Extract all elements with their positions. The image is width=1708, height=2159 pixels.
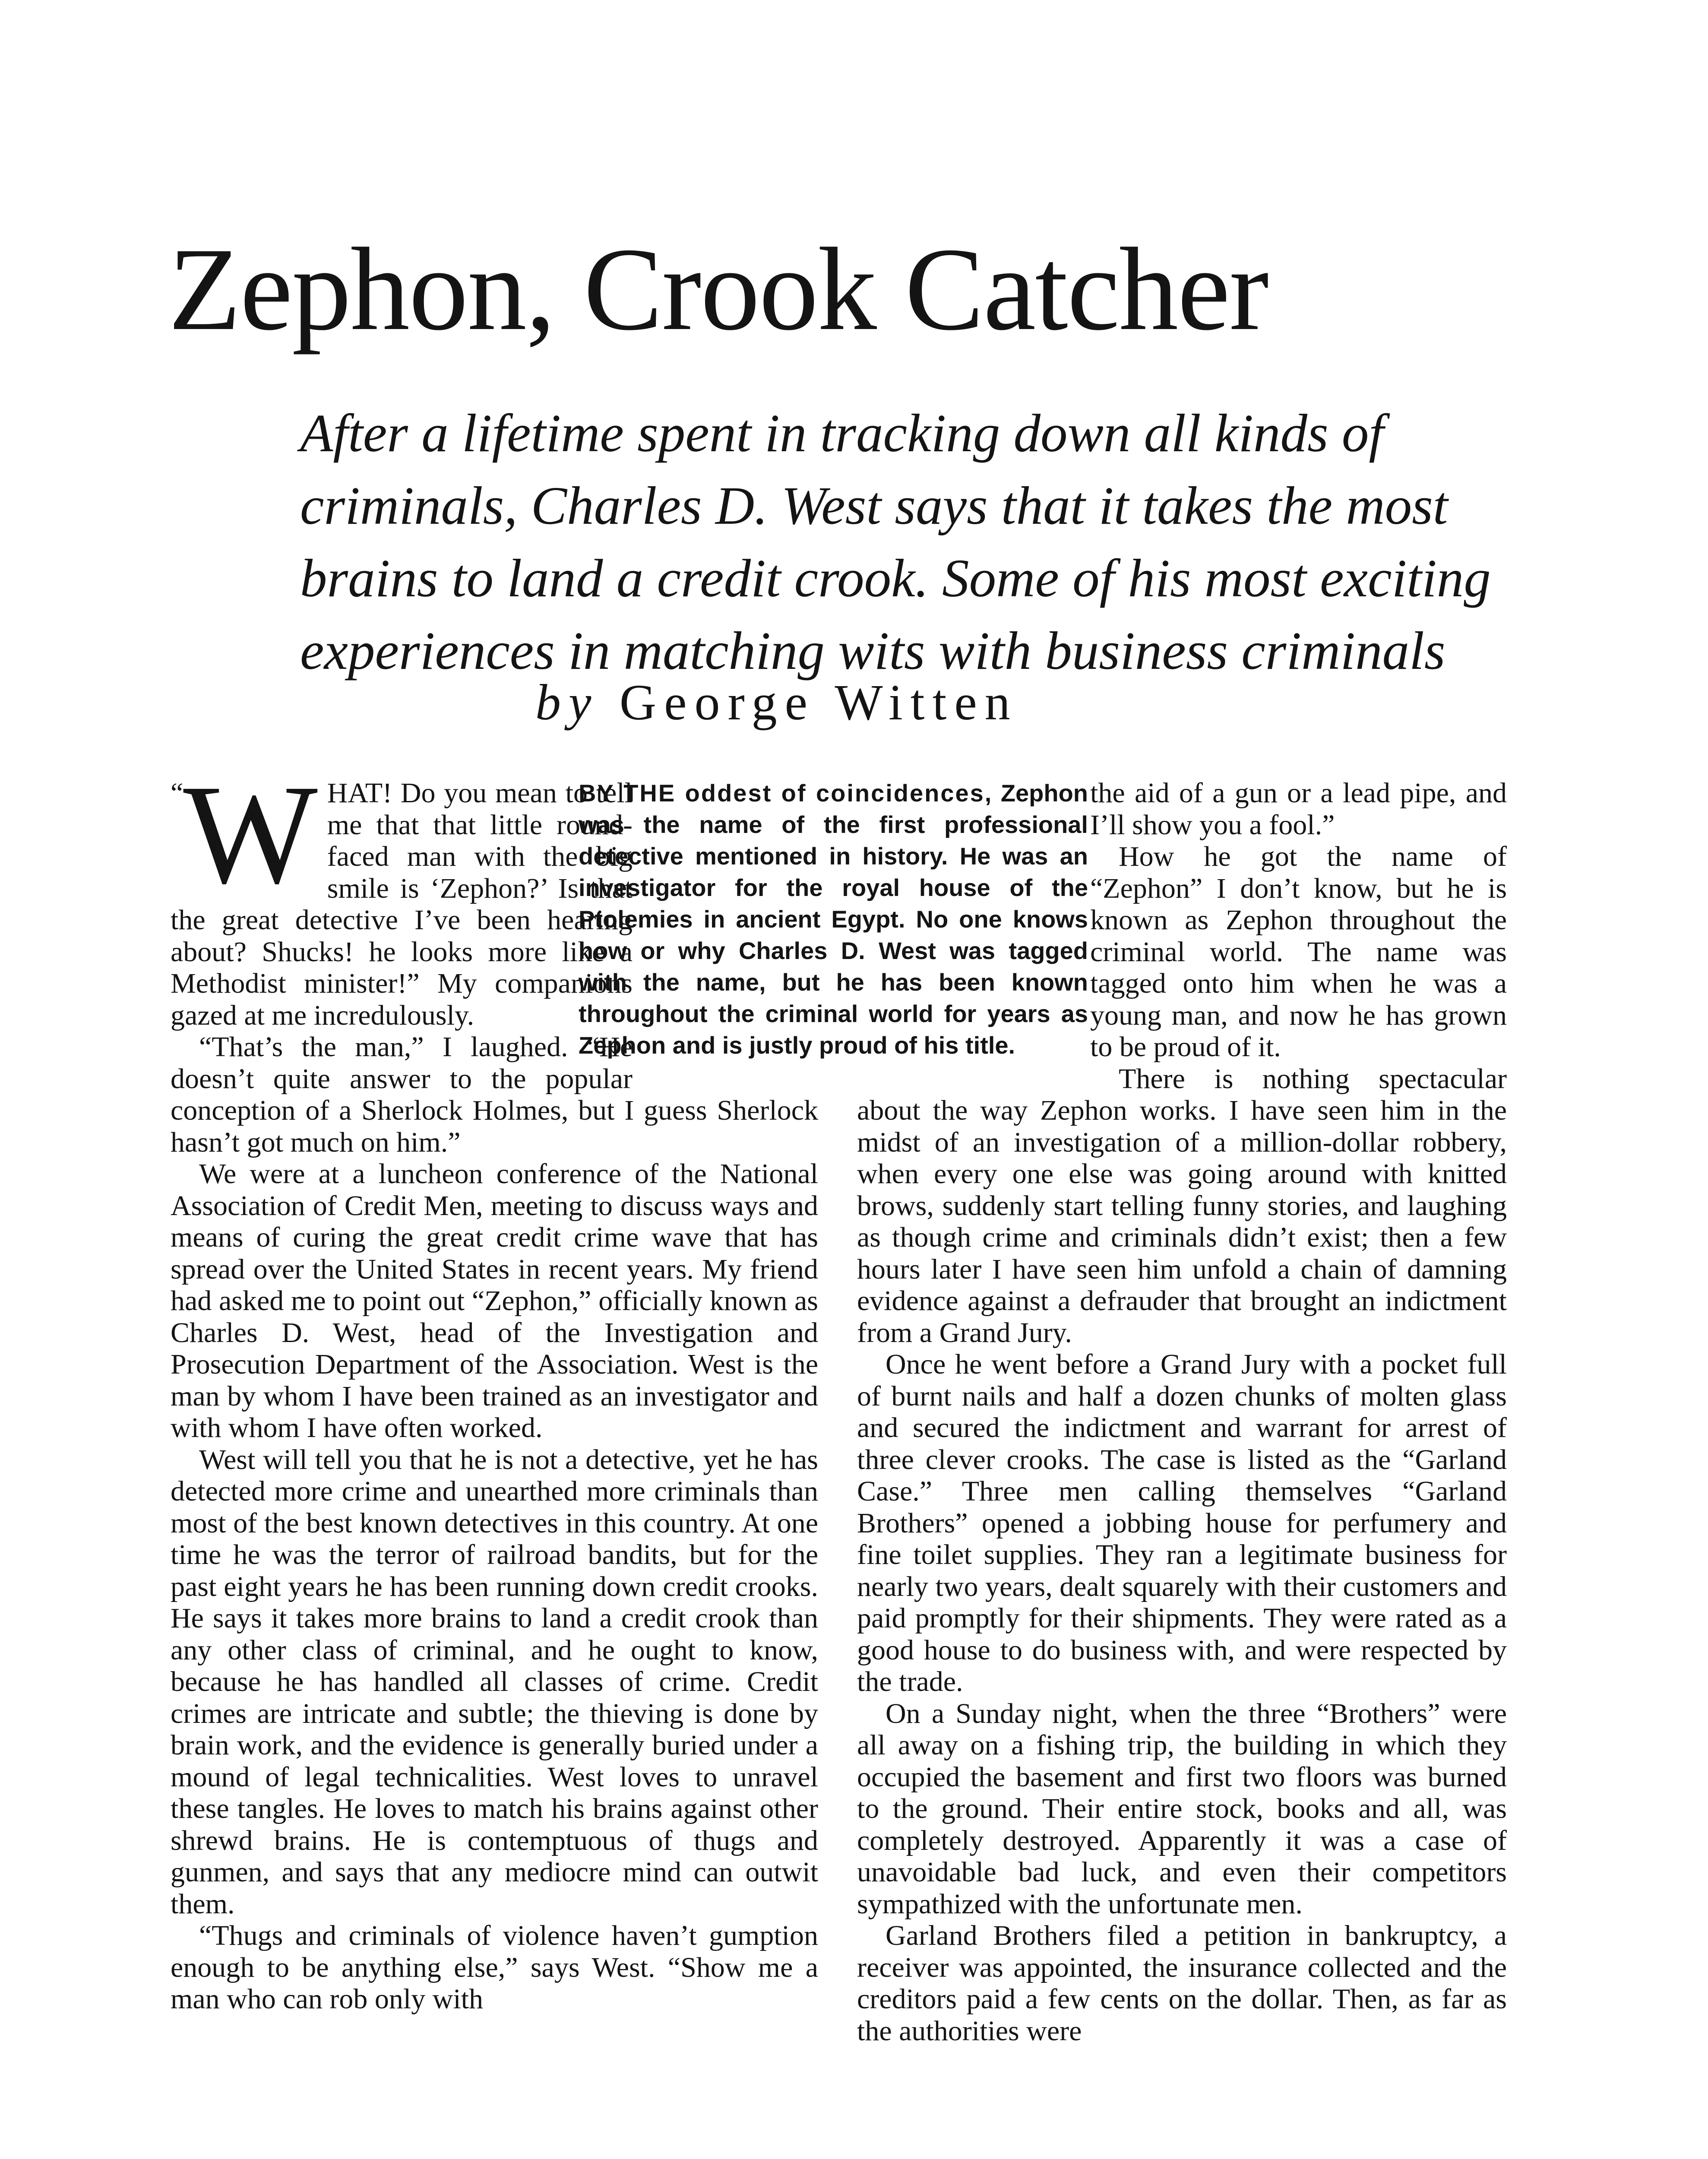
body-paragraph: We were at a luncheon conference of the National Association of Credit Men, meeting to discuss ways and means of curing the great credit crime wave that has spread over the United States in recent years. My friend had asked me to point out “Zephon,” officially known as Charles D. West, head of the Investigation and Prosecution Department of the Association. West is the man by whom I have been trained as an investigator and with whom I have often worked.: [171, 1158, 818, 1444]
article-subtitle: [300, 397, 1491, 687]
sidebar-lead: BY THE oddest of coincidences,: [579, 779, 993, 807]
right-column-top-spacer: [857, 777, 1090, 1095]
byline: [535, 670, 1269, 735]
byline-author: George Witten: [619, 674, 1018, 731]
body-column-right: [857, 777, 1507, 2047]
body-paragraph: Garland Brothers filed a petition in bankruptcy, a receiver was appointed, the insurance collected and the creditors paid a few cents on the dollar. Then, as far as the authorities were: [857, 1920, 1507, 2047]
subtitle-line: After a lifetime spent in tracking down all kinds of: [300, 404, 1384, 463]
drop-cap: W: [183, 756, 318, 913]
byline-by: by: [535, 674, 599, 731]
body-paragraph: “Thugs and criminals of violence haven’t gumption enough to be anything else,” says West. “Show me a man who can rob only with: [171, 1920, 818, 2015]
body-paragraph: On a Sunday night, when the three “Brothers” were all away on a fishing trip, the building in which they occupied the basement and first two floors was burned to the ground. Their entire stock, books and all, was completely destroyed. Apparently it was a case of unavoidable bad luck, and even their competitors sympathized with the unfortunate men.: [857, 1697, 1507, 1920]
article-title: Zephon, Crook Catcher: [168, 224, 1268, 355]
opening-quote: “: [171, 777, 183, 809]
sidebar-text: Zephon was the name of the first professional detective mentioned in history. He was an investigator for the royal house of the Ptolemies in ancient Egypt. No one knows how or why Charles D. West was tagged with the name, but he has been known throughout the criminal world for years as Zephon and is justly proud of his title.: [579, 779, 1088, 1059]
subtitle-line: brains to land a credit crook. Some of his most exciting: [300, 549, 1491, 608]
body-paragraph: How he got the name of “Zephon” I don’t know, but he is known as Zephon throughout the criminal world. The name was tagged onto him when he was a young man, and now he has grown to be proud of it.: [1090, 841, 1507, 1063]
body-paragraph: Once he went before a Grand Jury with a pocket full of burnt nails and half a dozen chunks of molten glass and secured the indictment and warrant for arrest of three clever crooks. The case is listed as the “Garland Case.” Three men calling themselves “Garland Brothers” opened a jobbing house for perfumery and fine toilet supplies. They ran a legitimate business for nearly two years, dealt squarely with their customers and paid promptly for their shipments. They were rated as a good house to do business with, and were respected by the trade.: [857, 1349, 1507, 1697]
subtitle-line: criminals, Charles D. West says that it takes the most: [300, 476, 1448, 536]
body-paragraph: the aid of a gun or a lead pipe, and I’ll show you a fool.”: [1090, 777, 1507, 841]
body-paragraph: West will tell you that he is not a detective, yet he has detected more crime and unearthed more criminals than most of the best known detectives in this country. At one time he was the terror of railroad bandits, but for the past eight years he has been running down credit crooks. He says it takes more brains to land a credit crook than any other class of criminal, and he ought to know, because he has handled all classes of crime. Credit crimes are intricate and subtle; the thieving is done by brain work, and the evidence is generally buried under a mound of legal technicalities. West loves to unravel these tangles. He loves to match his brains against other shrewd brains. He is contemptuous of thugs and gunmen, and says that any mediocre mind can outwit them.: [171, 1444, 818, 1920]
body-paragraph: “That’s the man,” I laughed. “He doesn’t quite answer to the popular conception of a Sherlock Holmes, but I guess Sherlock hasn’t got much on him.”: [171, 1031, 818, 1158]
paragraph-text: HAT! Do you mean to tell me that that little round-faced man with the big smile is ‘Zephon?’ Is that the great detective I’ve been hearing about? Shucks! he looks more like a Methodist minister!” My companions gazed at me incredulously.: [171, 777, 633, 1031]
subtitle-line: experiences in matching wits with business criminals: [300, 621, 1445, 681]
body-paragraph: There is nothing spectacular about the way Zephon works. I have seen him in the midst of an investigation of a million-dollar robbery, when every one else was going around with knitted brows, suddenly start telling funny stories, and laughing as though crime and criminals didn’t exist; then a few hours later I have seen him unfold a chain of damning evidence against a defrauder that brought an indictment from a Grand Jury.: [857, 1063, 1507, 1349]
